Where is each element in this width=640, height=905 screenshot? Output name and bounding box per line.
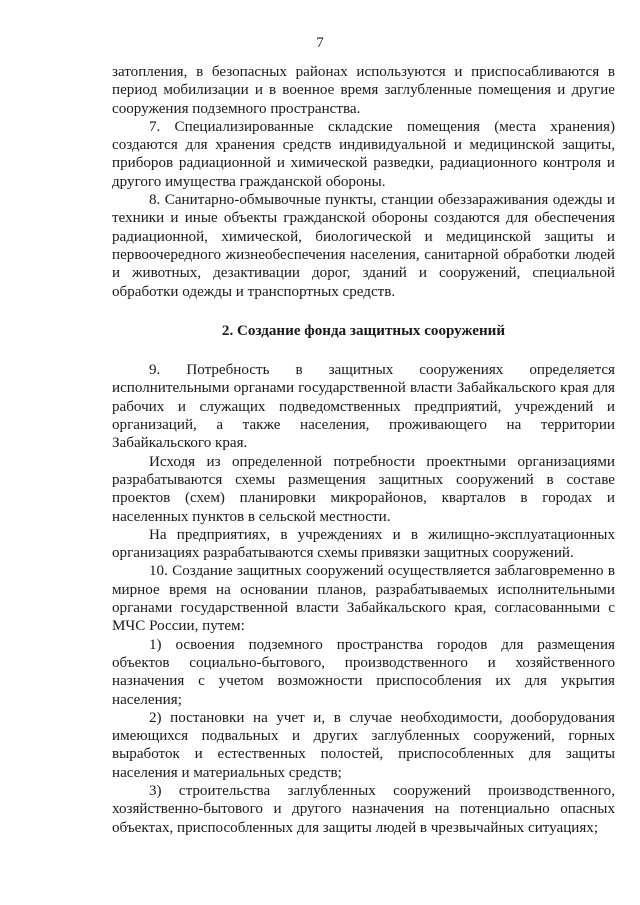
paragraph-10: 10. Создание защитных сооружений осуществляется заблаговременно в мирное время на основании планов, разрабатываемых исполнительными органами государственной власти Забайкальского края, согласованными с МЧС России, путем: bbox=[112, 563, 615, 635]
list-item-2: 2) постановки на учет и, в случае необходимости, дооборудования имеющихся подвальных и других заглубленных сооружений, горных выработок и естественных полостей, приспособленных для защиты населения и материальных средств; bbox=[112, 709, 615, 781]
list-item-1: 1) освоения подземного пространства городов для размещения объектов социально-бытового, производственного и хозяйственного назначения с учетом возможности приспособления их для укрытия населения; bbox=[112, 636, 615, 708]
paragraph-schemes: Исходя из определенной потребности проектными организациями разрабатываются схемы размещения защитных сооружений в составе проектов (схем) планировки микрорайонов, кварталов в городах и населенных пунктов в сельской местности. bbox=[112, 453, 615, 525]
paragraph-9: 9. Потребность в защитных сооружениях определяется исполнительными органами государственной власти Забайкальского края для рабочих и служащих подведомственных предприятий, учреждений и организаций, а также населения, проживающего на территории Забайкальского края. bbox=[112, 362, 615, 452]
page-number: 7 bbox=[316, 35, 324, 51]
list-item-3: 3) строительства заглубленных сооружений производственного, хозяйственно-бытового и другого назначения на потенциально опасных объектах, приспособленных для защиты людей в чрезвычайных ситуациях; bbox=[112, 782, 615, 836]
paragraph-continuation: затопления, в безопасных районах используются и приспосабливаются в период мобилизации и в военное время заглубленные помещения и другие сооружения подземного пространства. bbox=[112, 64, 615, 117]
paragraph-8: 8. Санитарно-обмывочные пункты, станции обеззараживания одежды и техники и иные объекты гражданской обороны создаются для обеспечения радиационной, химической, биологической и медицинской защиты и первоочередного жизнеобеспечения населения, санитарной обработки людей и животных, дезактивации дорог, зданий и сооружений, специальной обработки одежды и транспортных средств. bbox=[112, 192, 615, 300]
section-heading: 2. Создание фонда защитных сооружений bbox=[221, 322, 506, 339]
document-body bbox=[112, 63, 615, 837]
paragraph-7: 7. Специализированные складские помещения (места хранения) создаются для хранения средств индивидуальной и медицинской защиты, приборов радиационной и химической разведки, радиационного контроля и другого имущества гражданской обороны. bbox=[112, 118, 615, 190]
paragraph-binding-schemes: На предприятиях, в учреждениях и в жилищно-эксплуатационных организациях разрабатываются схемы привязки защитных сооружений. bbox=[112, 526, 615, 562]
